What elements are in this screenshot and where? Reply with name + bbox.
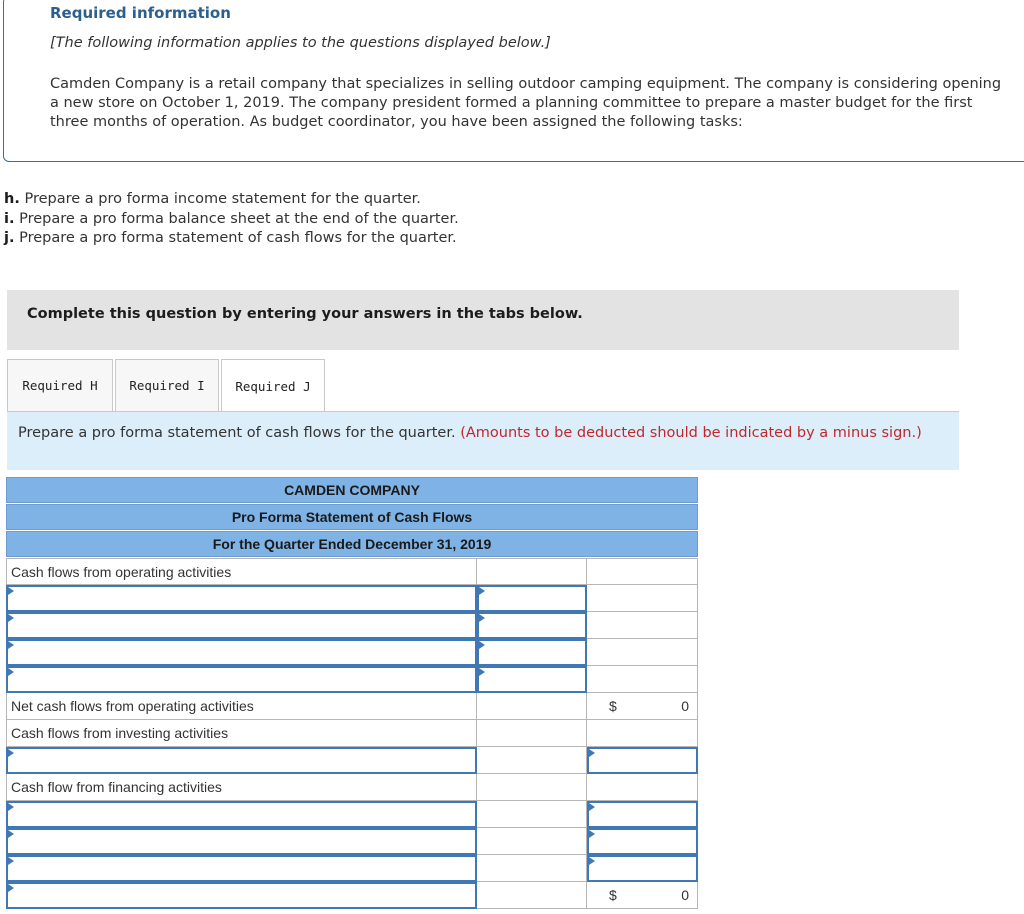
table-row [6,855,698,882]
complete-question-banner [7,290,959,350]
task-i: i. Prepare a pro forma balance sheet at the end of the quarter. [4,210,459,227]
final-total [587,882,698,909]
financing-item-input-3[interactable] [6,855,477,882]
task-list [4,190,459,249]
financing-activities-label: Cash flow from financing activities [6,774,477,801]
table-row [6,801,698,828]
net-operating-total [587,693,698,720]
table-row [6,612,698,639]
table-row [6,585,698,612]
statement-period-header: For the Quarter Ended December 31, 2019 [6,531,698,557]
table-row [6,828,698,855]
required-information-body: Camden Company is a retail company that specializes in selling outdoor camping equipment. The company is considering opening a new store on October 1, 2019. The company president formed a planning committee to prepare a master budget for the first three months of operation. As budget coordinator, you have been assigned the following tasks: [50,76,1002,130]
net-operating-label: Net cash flows from operating activities [6,693,477,720]
instruction-banner [7,412,959,470]
operating-amount-input-2[interactable] [477,612,587,639]
instruction-note: (Amounts to be deducted should be indicated by a minus sign.) [460,425,922,441]
operating-item-input-2[interactable] [6,612,477,639]
final-value: 0 [681,887,689,903]
complete-question-text: Complete this question by entering your answers in the tabs below. [27,306,583,322]
tab-required-h[interactable]: Required H [7,359,113,411]
table-row [6,747,698,774]
investing-activities-label: Cash flows from investing activities [6,720,477,747]
financing-amount-input-2[interactable] [587,828,698,855]
task-h: h. Prepare a pro forma income statement for the quarter. [4,191,421,207]
investing-amount-input[interactable] [587,747,698,774]
net-operating-value: 0 [681,698,689,714]
statement-title-header: Pro Forma Statement of Cash Flows [6,504,698,530]
final-item-input[interactable] [6,882,477,909]
currency-symbol: $ [609,887,617,903]
table-row [6,720,698,747]
table-row [6,774,698,801]
operating-activities-label: Cash flows from operating activities [6,558,477,585]
operating-amount-input-1[interactable] [477,585,587,612]
financing-amount-input-1[interactable] [587,801,698,828]
investing-item-input[interactable] [6,747,477,774]
currency-symbol: $ [609,698,617,714]
table-row [6,693,698,720]
company-name-header: CAMDEN COMPANY [6,477,698,503]
operating-amount-input-3[interactable] [477,639,587,666]
table-row [6,666,698,693]
tab-required-j[interactable]: Required J [221,359,325,412]
table-row [6,639,698,666]
operating-item-input-4[interactable] [6,666,477,693]
operating-item-input-3[interactable] [6,639,477,666]
table-row [6,882,698,909]
financing-item-input-1[interactable] [6,801,477,828]
required-information-title: Required information [50,4,231,22]
operating-amount-input-4[interactable] [477,666,587,693]
required-information-note: [The following information applies to the questions displayed below.] [50,35,551,51]
financing-item-input-2[interactable] [6,828,477,855]
tab-required-i[interactable]: Required I [115,359,219,411]
table-row [6,558,698,585]
instruction-text: Prepare a pro forma statement of cash flows for the quarter. (Amounts to be deducted should be indicated by a minus sign.) [18,425,922,441]
cash-flow-statement-table [6,477,698,909]
operating-item-input-1[interactable] [6,585,477,612]
task-j: j. Prepare a pro forma statement of cash flows for the quarter. [4,230,457,246]
financing-amount-input-3[interactable] [587,855,698,882]
